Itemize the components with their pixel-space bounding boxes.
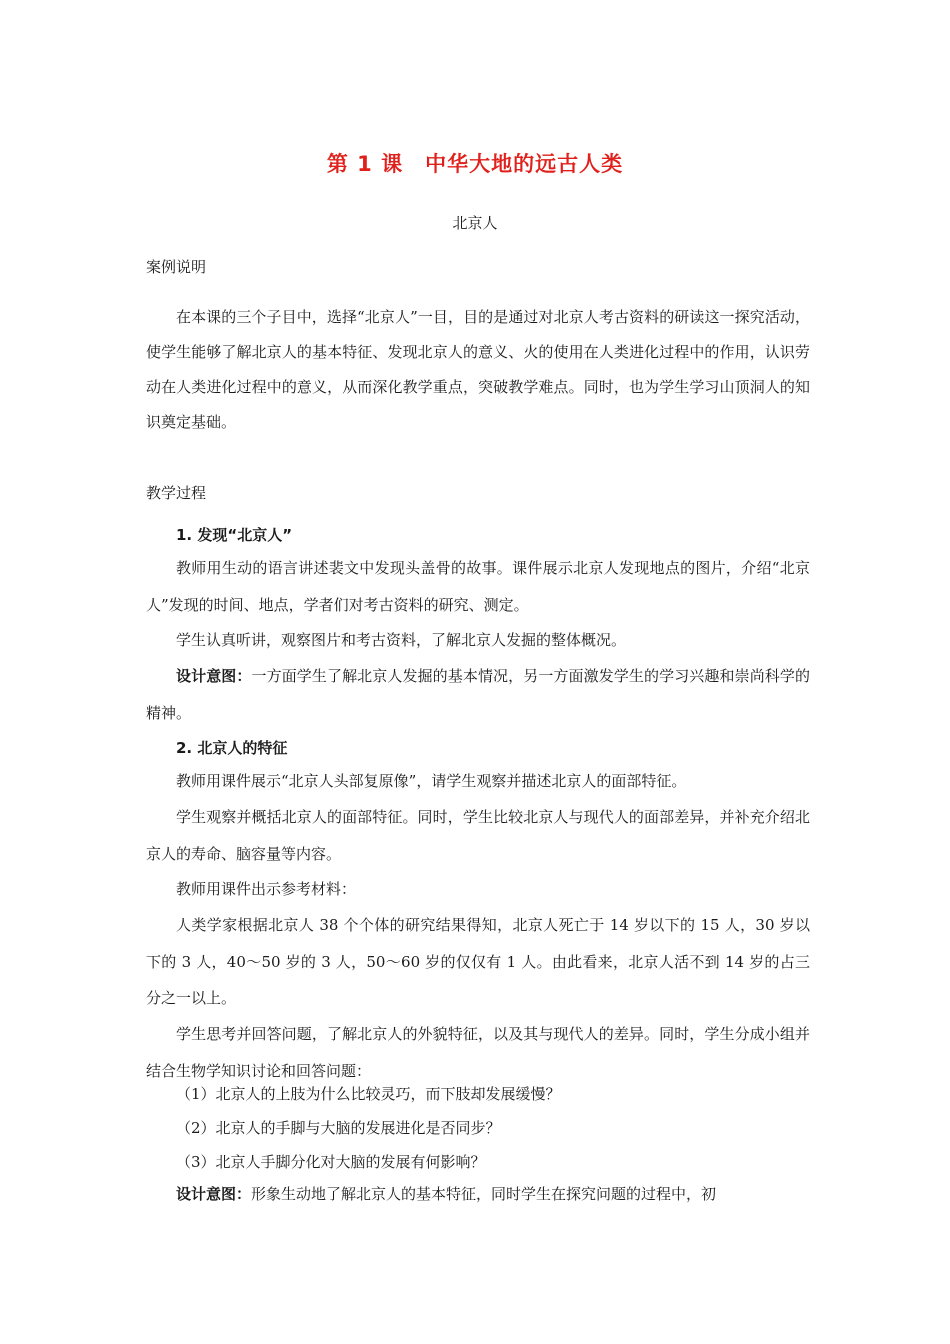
section-2-paragraph-3: 教师用课件出示参考材料：	[176, 880, 357, 898]
section-1-heading: 1. 发现“北京人”	[176, 526, 293, 544]
section-1-paragraph-1: 教师用生动的语言讲述裴文中发现头盖骨的故事。课件展示北京人发现地点的图片，介绍“北京人”发现的时间、地点，学者们对考古资料的研究、测定。	[146, 559, 810, 614]
section-2-heading: 2. 北京人的特征	[176, 739, 288, 757]
question-item: （1）北京人的上肢为什么比较灵巧，而下肢却发展缓慢？	[176, 1085, 561, 1103]
question-item: （2）北京人的手脚与大脑的发展进化是否同步？	[176, 1119, 501, 1137]
lesson-subtitle: 北京人	[452, 214, 498, 232]
design-intent-label: 设计意图：	[176, 667, 252, 685]
case-paragraph: 在本课的三个子目中，选择“北京人”一目，目的是通过对北京人考古资料的研读这一探究活动，使学生能够了解北京人的基本特征、发现北京人的意义、火的使用在人类进化过程中的作用，认识劳动在人类进化过程中的意义，从而深化教学重点，突破教学难点。同时，也为学生学习山顶洞人的知识奠定基础。	[146, 308, 810, 431]
section-2-paragraph-2: 学生观察并概括北京人的面部特征。同时，学生比较北京人与现代人的面部差异，并补充介绍北京人的寿命、脑容量等内容。	[146, 808, 810, 863]
design-intent-text: 形象生动地了解北京人的基本特征，同时学生在探究问题的过程中，初	[251, 1185, 717, 1203]
case-label: 案例说明	[146, 258, 207, 276]
section-2-paragraph-5: 学生思考并回答问题，了解北京人的外貌特征，以及其与现代人的差异。同时，学生分成小组并结合生物学知识讨论和回答问题：	[146, 1025, 810, 1080]
section-1-design-intent	[146, 658, 810, 731]
section-1-paragraph-2: 学生认真听讲，观察图片和考古资料，了解北京人发掘的整体概况。	[176, 631, 627, 649]
section-2-design-intent	[146, 1176, 810, 1213]
design-intent-text: 一方面学生了解北京人发掘的基本情况，另一方面激发学生的学习兴趣和崇尚科学的精神。	[146, 667, 810, 722]
question-item: （3）北京人手脚分化对大脑的发展有何影响？	[176, 1153, 486, 1171]
section-2-paragraph-1: 教师用课件展示“北京人头部复原像”，请学生观察并描述北京人的面部特征。	[176, 772, 687, 790]
page-title: 第 1 课 中华大地的远古人类	[326, 152, 624, 176]
design-intent-label: 设计意图：	[176, 1185, 252, 1203]
section-2-reference-material: 人类学家根据北京人 38 个个体的研究结果得知，北京人死亡于 14 岁以下的 15 人，30 岁以下的 3 人，40～50 岁的 3 人，50～60 岁的仅仅有 1 人。由此看来，北京人活不到 14 岁的占三分之一以上。	[146, 916, 810, 1007]
process-label: 教学过程	[146, 484, 207, 502]
